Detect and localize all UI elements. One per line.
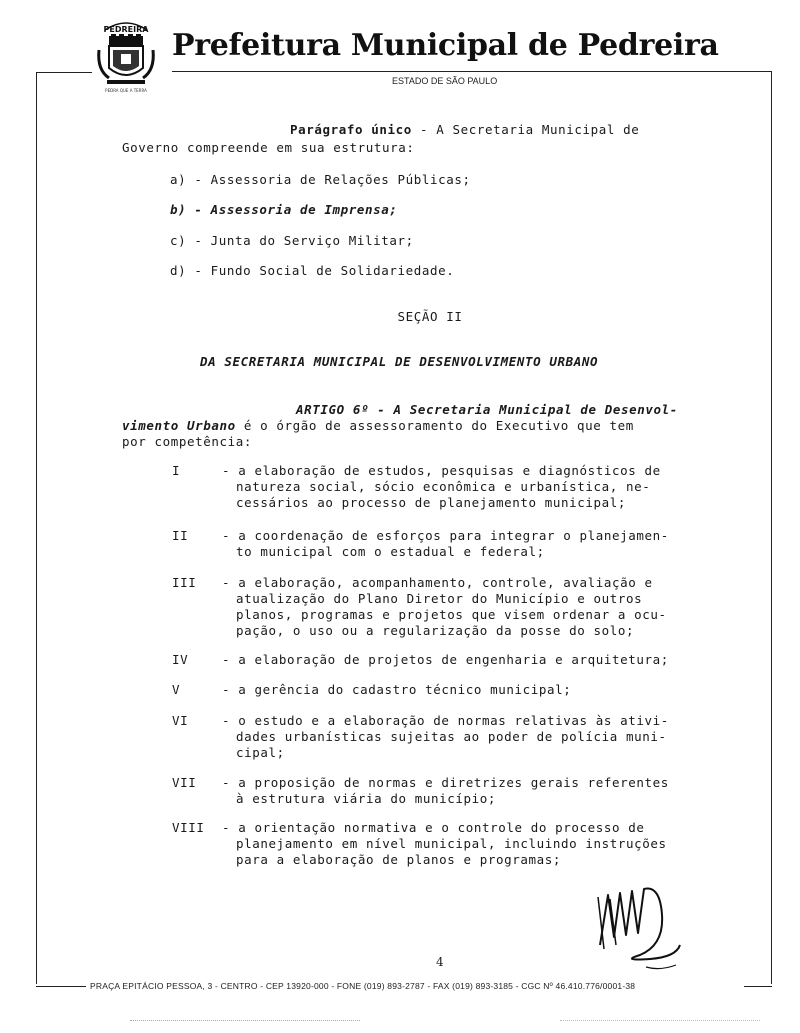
scan-artifact [560, 1020, 760, 1021]
list-item-c: c) - Junta do Serviço Militar; [170, 233, 414, 248]
list-item-b: b) - Assessoria de Imprensa; [170, 202, 398, 217]
item-number: VIII [172, 820, 205, 835]
article-line3: por competência: [122, 434, 253, 449]
frame-left-border [36, 72, 37, 984]
paragraph-unico-rest: - A Secretaria Municipal de [411, 122, 640, 137]
article-line2-rest: é o órgão de assessoramento do Executivo que tem [235, 418, 634, 433]
paragraph-unico-lead: Parágrafo único [290, 122, 412, 137]
article-line2-ital: vimento Urbano [122, 418, 236, 433]
list-item-d: d) - Fundo Social de Solidariedade. [170, 263, 455, 278]
list-item-a: a) - Assessoria de Relações Públicas; [170, 172, 471, 187]
item-number: VI [172, 713, 189, 728]
item-line: to municipal com o estadual e federal; [236, 544, 545, 559]
item-line: - a elaboração de projetos de engenharia e arquitetura; [222, 652, 669, 667]
item-line: natureza social, sócio econômica e urbanística, ne- [236, 479, 651, 494]
item-line: pação, o uso ou a regularização da posse do solo; [236, 623, 635, 638]
item-number: VII [172, 775, 197, 790]
scan-artifact [130, 1020, 360, 1021]
item-number: I [172, 463, 181, 478]
section-number: SEÇÃO II [397, 309, 463, 324]
page-title: Prefeitura Municipal de Pedreira [172, 28, 719, 63]
page-number: 4 [436, 955, 444, 969]
item-number: V [172, 682, 181, 697]
footer-address: PRAÇA EPITÁCIO PESSOA, 3 - CENTRO - CEP 13920-000 - FONE (019) 893-2787 - FAX (019) 893-3185 - CGC Nº 46.410.776/0001-38 [90, 981, 636, 991]
article-line1: ARTIGO 6º - A Secretaria Municipal de Desenvol- [296, 402, 678, 417]
header-rule-left [36, 72, 92, 73]
item-line: planos, programas e projetos que visem ordenar a ocu- [236, 607, 667, 622]
item-line: planejamento em nível municipal, incluindo instruções [236, 836, 667, 851]
item-line: - a coordenação de esforços para integrar o planejamen- [222, 528, 669, 543]
item-line: - a elaboração de estudos, pesquisas e diagnósticos de [222, 463, 661, 478]
item-number: II [172, 528, 189, 543]
item-line: cessários ao processo de planejamento municipal; [236, 495, 627, 510]
section-title: DA SECRETARIA MUNICIPAL DE DESENVOLVIMENTO URBANO [200, 354, 599, 369]
item-line: para a elaboração de planos e programas; [236, 852, 562, 867]
item-line: à estrutura viária do município; [236, 791, 497, 806]
header-rule-right [172, 71, 772, 72]
item-line: dades urbanísticas sujeitas ao poder de polícia muni- [236, 729, 667, 744]
footer-rule-left [36, 986, 86, 987]
item-line: - o estudo e a elaboração de normas relativas às ativi- [222, 713, 669, 728]
signature-icon [580, 875, 700, 985]
item-line: cipal; [236, 745, 285, 760]
item-line: - a gerência do cadastro técnico municipal; [222, 682, 572, 697]
crest-motto: PEDRA QUE A TERRA [105, 88, 147, 93]
item-number: III [172, 575, 197, 590]
paragraph-unico-line2: Governo compreende em sua estrutura: [122, 140, 415, 155]
page-subtitle: ESTADO DE SÃO PAULO [392, 76, 498, 86]
item-line: - a orientação normativa e o controle do processo de [222, 820, 645, 835]
article-line2 [122, 418, 634, 433]
footer-rule-right [744, 986, 772, 987]
municipal-crest-icon [95, 20, 157, 96]
item-number: IV [172, 652, 189, 667]
paragraph-unico-line1 [290, 122, 639, 137]
crest-text: PEDREIRA [103, 25, 149, 34]
item-line: atualização do Plano Diretor do Município e outros [236, 591, 643, 606]
item-line: - a elaboração, acompanhamento, controle, avaliação e [222, 575, 653, 590]
item-line: - a proposição de normas e diretrizes gerais referentes [222, 775, 669, 790]
frame-right-border [771, 72, 772, 984]
